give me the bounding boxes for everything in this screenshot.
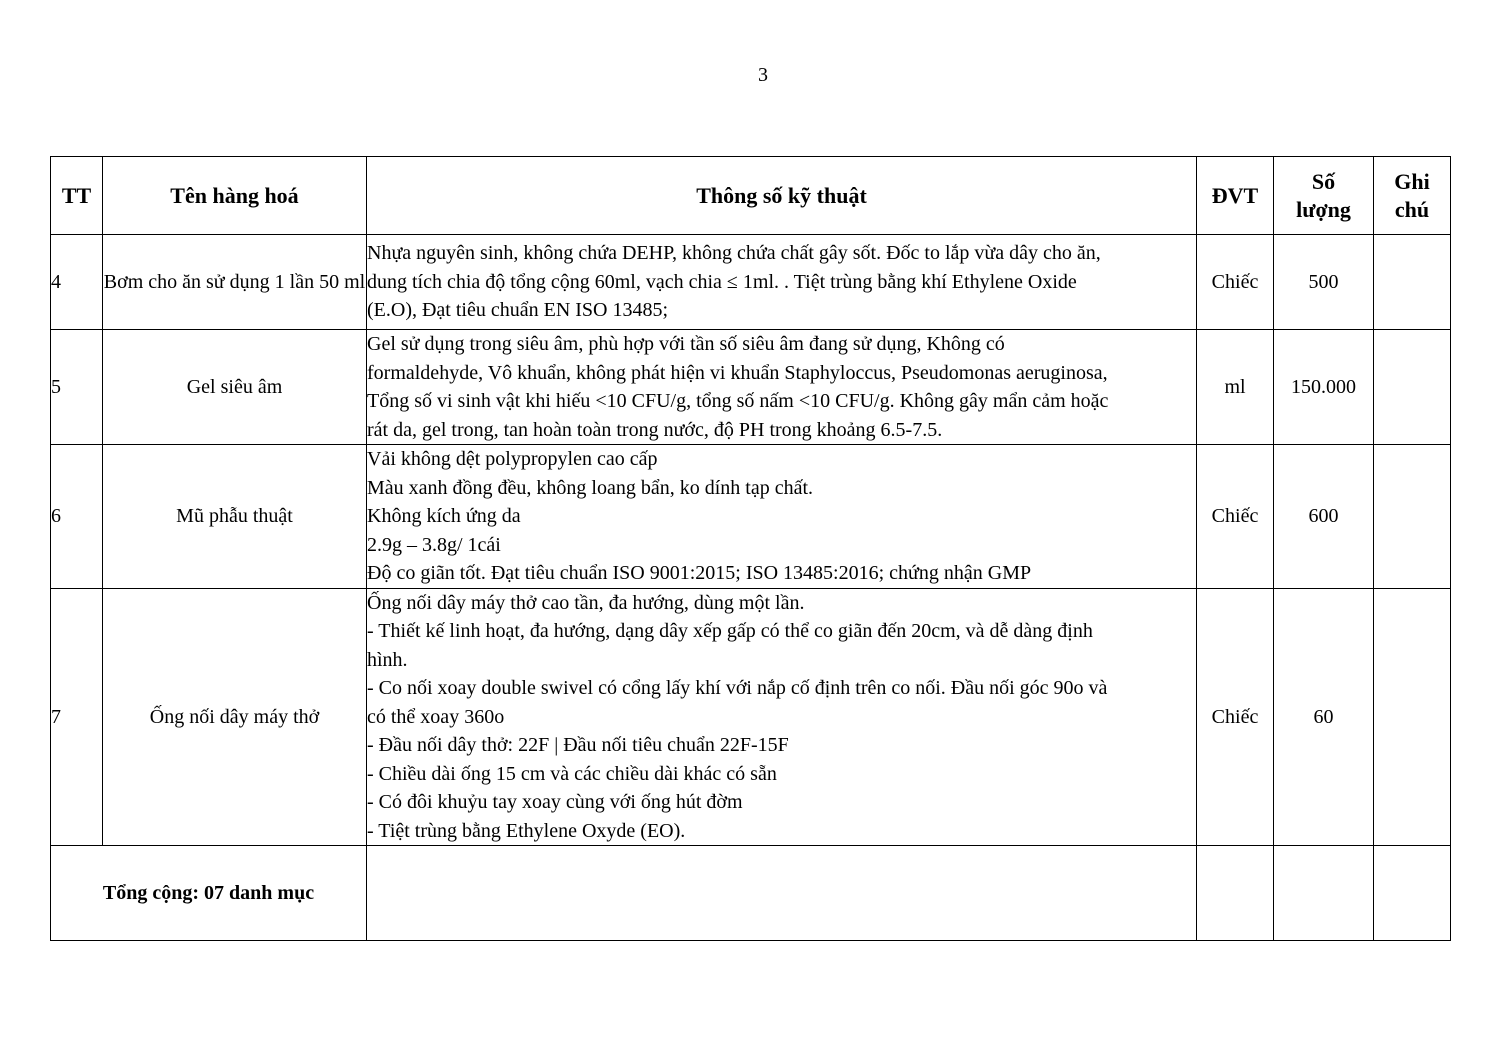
page-number: 3 [758, 64, 768, 86]
header-tt: TT [51, 157, 103, 235]
row-qty: 60 [1274, 588, 1374, 846]
row-tt: 5 [51, 330, 103, 445]
header-qty-line1: Số [1311, 168, 1336, 194]
row-tt: 4 [51, 235, 103, 330]
spec-line: Màu xanh đồng đều, không loang bẩn, ko dính tạp chất. [367, 476, 814, 499]
row-spec [367, 588, 1197, 846]
spec-line: Gel sử dụng trong siêu âm, phù hợp với tần số siêu âm đang sử dụng, Không có [367, 333, 1005, 355]
row-tt: 7 [51, 588, 103, 846]
spec-line: Không kích ứng da [367, 505, 521, 527]
row-qty: 500 [1274, 235, 1374, 330]
total-note-cell [1374, 846, 1451, 941]
spec-line: formaldehyde, Vô khuẩn, không phát hiện vi khuẩn Staphyloccus, Pseudomonas aeruginosa, [367, 361, 1108, 384]
header-spec: Thông số kỹ thuật [367, 157, 1197, 235]
row-name: Mũ phẫu thuật [103, 445, 367, 589]
goods-spec-table [50, 156, 1451, 941]
header-note [1374, 157, 1451, 235]
table-row [51, 588, 1451, 846]
row-note [1374, 330, 1451, 445]
row-unit: Chiếc [1197, 588, 1274, 846]
spec-line: - Thiết kế linh hoạt, đa hướng, dạng dây xếp gấp có thể co giãn đến 20cm, và dễ dàng định [367, 620, 1093, 642]
row-spec [367, 330, 1197, 445]
spec-line: Tổng số vi sinh vật khi hiếu <10 CFU/g, tổng số nấm <10 CFU/g. Không gây mẩn cảm hoặc [367, 390, 1109, 412]
row-name: Bơm cho ăn sử dụng 1 lần 50 ml [103, 235, 367, 330]
table-row [51, 235, 1451, 330]
spec-line: hình. [367, 648, 408, 671]
table-header-row [51, 157, 1451, 235]
total-label: Tổng cộng: 07 danh mục [51, 846, 367, 941]
row-qty: 150.000 [1274, 330, 1374, 445]
header-unit: ĐVT [1197, 157, 1274, 235]
spec-line: - Đầu nối dây thở: 22F | Đầu nối tiêu chuẩn 22F-15F [367, 734, 789, 756]
row-spec [367, 445, 1197, 589]
header-qty [1274, 157, 1374, 235]
row-qty: 600 [1274, 445, 1374, 589]
table-row [51, 445, 1451, 589]
spec-line: có thể xoay 360o [367, 705, 505, 728]
row-note [1374, 445, 1451, 589]
spec-line: dung tích chia độ tổng cộng 60ml, vạch chia ≤ 1ml. . Tiệt trùng bằng khí Ethylene Oxide [367, 270, 1077, 293]
header-qty-line2: lượng [1296, 196, 1351, 222]
total-row [51, 846, 1451, 941]
header-note-line1: Ghi [1394, 168, 1430, 194]
spec-line: Vải không dệt polypropylen cao cấp [367, 448, 658, 470]
spec-line: 2.9g – 3.8g/ 1cái [367, 533, 501, 556]
spec-line: (E.O), Đạt tiêu chuẩn EN ISO 13485; [367, 299, 669, 322]
header-name: Tên hàng hoá [103, 157, 367, 235]
row-name: Gel siêu âm [103, 330, 367, 445]
row-note [1374, 588, 1451, 846]
row-unit: ml [1197, 330, 1274, 445]
spec-line: Độ co giãn tốt. Đạt tiêu chuẩn ISO 9001:2015; ISO 13485:2016; chứng nhận GMP [367, 562, 1032, 584]
row-spec [367, 235, 1197, 330]
spec-line: Ống nối dây máy thở cao tần, đa hướng, dùng một lần. [367, 591, 805, 614]
total-qty-cell [1274, 846, 1374, 941]
spec-line: Nhựa nguyên sinh, không chứa DEHP, không chứa chất gây sốt. Đốc to lắp vừa dây cho ăn, [367, 242, 1101, 265]
total-spec-cell [367, 846, 1197, 941]
spec-line: - Chiều dài ống 15 cm và các chiều dài khác có sẵn [367, 762, 777, 785]
row-name: Ống nối dây máy thở [103, 588, 367, 846]
spec-line: - Tiệt trùng bằng Ethylene Oxyde (EO). [367, 819, 686, 842]
row-unit: Chiếc [1197, 235, 1274, 330]
total-unit-cell [1197, 846, 1274, 941]
row-unit: Chiếc [1197, 445, 1274, 589]
table-row [51, 330, 1451, 445]
row-tt: 6 [51, 445, 103, 589]
header-note-line2: chú [1394, 196, 1430, 222]
spec-line: rát da, gel trong, tan hoàn toàn trong nước, độ PH trong khoảng 6.5-7.5. [367, 418, 943, 441]
spec-line: - Có đôi khuỷu tay xoay cùng với ống hút đờm [367, 791, 743, 813]
row-note [1374, 235, 1451, 330]
spec-line: - Co nối xoay double swivel có cổng lấy khí với nắp cố định trên co nối. Đầu nối góc 90o và [367, 677, 1108, 699]
